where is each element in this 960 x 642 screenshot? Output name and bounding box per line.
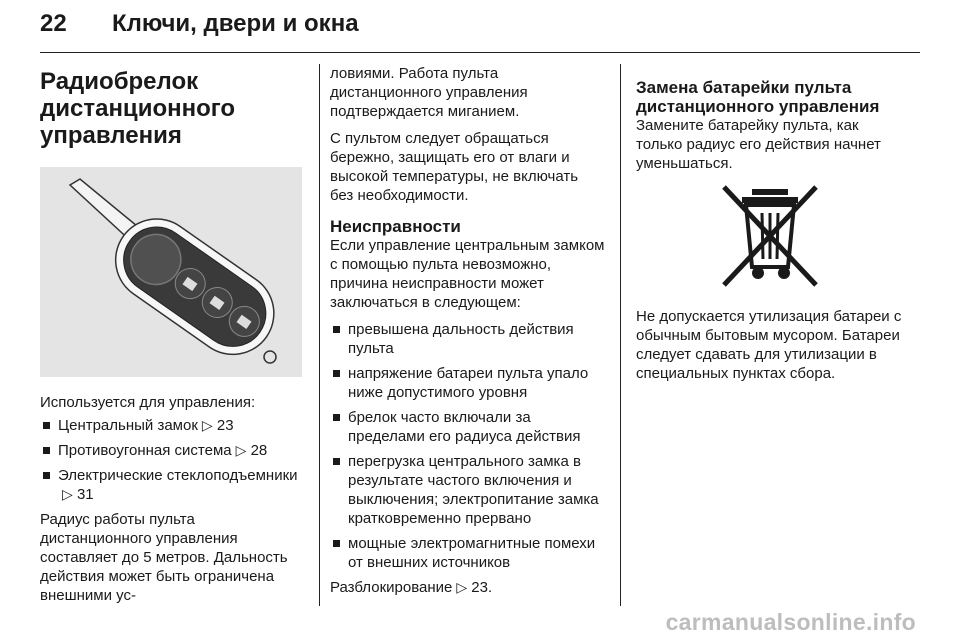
list-item: перегрузка центрального замка в результате частого включения и выключения; электропитание замка кратковременно прервано — [330, 452, 605, 528]
column-divider — [620, 64, 621, 606]
arrow-right-icon: ▷ — [235, 442, 247, 458]
usage-list — [40, 416, 305, 504]
paragraph: ловиями. Работа пульта дистанционного управления подтверждается миганием. — [330, 65, 528, 120]
paragraph: С пультом следует обращаться бережно, защищать его от влаги и высокой температуры, не включать без необходимости. — [330, 130, 579, 204]
crossed-bin-icon — [716, 181, 824, 291]
list-item: превышена дальность действия пульта — [330, 320, 605, 358]
section-heading-remote: Радиобрелок дистанционного управления — [40, 68, 236, 149]
key-fob-image — [40, 167, 302, 377]
paragraph: Замените батарейку пульта, как только радиус его действия начнет уменьшаться. — [636, 117, 881, 172]
page-header — [40, 10, 359, 38]
list-item: Центральный замок ▷ 23 — [40, 416, 305, 435]
list-item: напряжение батареи пульта упало ниже допустимого уровня — [330, 364, 605, 402]
column-3 — [636, 64, 904, 391]
section-heading-battery: Замена батарейки пульта дистанционного управления — [636, 78, 880, 116]
paragraph: Не допускается утилизация батареи с обычным бытовым мусором. Батареи следует сдавать для утилизации в специальных пунктах сбора. — [636, 308, 902, 382]
unlock-ref-line: Разблокирование ▷ 23. — [330, 579, 493, 596]
page-number: 22 — [40, 10, 67, 37]
column-1 — [40, 64, 305, 613]
arrow-right-icon: ▷ — [201, 417, 213, 433]
paragraph: Если управление центральным замком с помощью пульта невозможно, причина неисправности может заключаться в следующем: — [330, 237, 605, 311]
range-paragraph: Радиус работы пульта дистанционного управления составляет до 5 метров. Дальность действия может быть ограничена внешними ус- — [40, 511, 288, 604]
arrow-right-icon: ▷ — [62, 486, 73, 502]
list-item: Противоугонная система ▷ 28 — [40, 441, 305, 460]
page-ref-link[interactable]: 23. — [471, 579, 493, 596]
watermark: carmanualsonline.info — [665, 609, 916, 635]
page-ref-link[interactable]: 23 — [216, 417, 234, 434]
page-ref-link[interactable]: 31 — [76, 486, 94, 503]
column-divider — [319, 64, 320, 606]
header-rule — [40, 52, 920, 53]
list-item: брелок часто включали за пределами его радиуса действия — [330, 408, 605, 446]
list-item: Электрические стеклоподъемники▷ 31 — [40, 466, 305, 504]
column-2 — [330, 64, 605, 605]
chapter-title: Ключи, двери и окна — [112, 10, 359, 37]
section-heading-faults: Неисправности — [330, 217, 461, 236]
usage-intro: Используется для управления: — [40, 394, 256, 411]
faults-list — [330, 320, 605, 572]
arrow-right-icon: ▷ — [456, 579, 468, 595]
list-item: мощные электромагнитные помехи от внешних источников — [330, 534, 605, 572]
page-ref-link[interactable]: 28 — [250, 442, 268, 459]
